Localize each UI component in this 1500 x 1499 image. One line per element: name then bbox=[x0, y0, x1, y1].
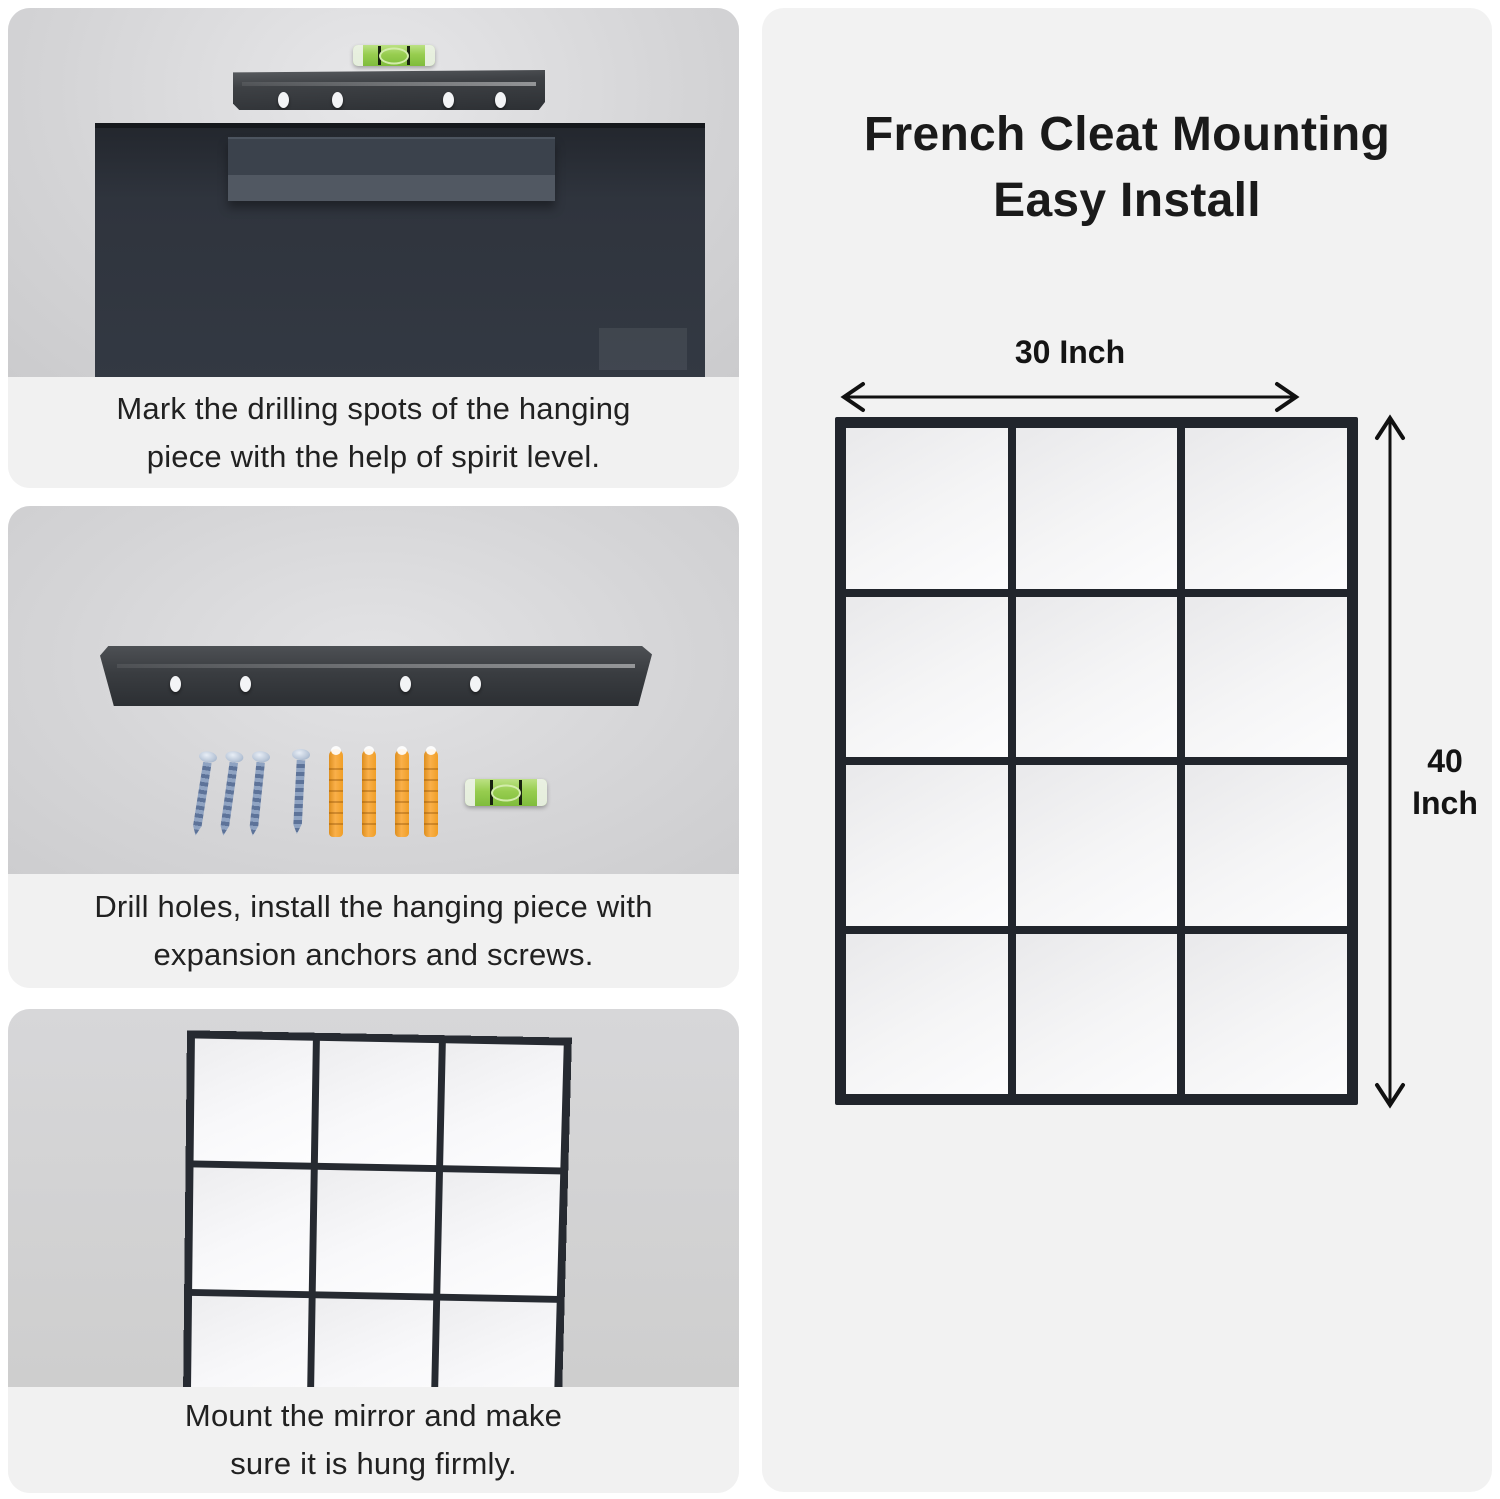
panel-title bbox=[762, 102, 1492, 234]
wall-anchor bbox=[362, 749, 376, 837]
step-panel-3 bbox=[8, 1009, 739, 1493]
wall-anchor bbox=[329, 749, 343, 837]
caption-line: piece with the help of spirit level. bbox=[146, 438, 601, 474]
rail-highlight bbox=[117, 664, 636, 668]
level-bubble bbox=[379, 47, 409, 64]
mirror-pane bbox=[846, 428, 1008, 589]
mirror-dimension-diagram bbox=[835, 417, 1358, 1105]
title-line-1: French Cleat Mounting bbox=[863, 108, 1391, 161]
caption-line: Mark the drilling spots of the hanging bbox=[116, 390, 631, 426]
mirror-pane bbox=[1016, 934, 1178, 1095]
rail-hole bbox=[400, 676, 411, 692]
mirror-pane bbox=[846, 934, 1008, 1095]
mirror-pane bbox=[1016, 765, 1178, 926]
mounting-rail bbox=[100, 646, 652, 706]
mirror-pane bbox=[194, 1038, 314, 1163]
level-cap bbox=[353, 45, 363, 66]
mirror-pane bbox=[191, 1296, 309, 1387]
info-panel bbox=[762, 8, 1492, 1492]
label-sticker bbox=[599, 328, 687, 370]
wall-anchor bbox=[395, 749, 409, 837]
bracket-lower bbox=[228, 175, 555, 201]
mirror-pane bbox=[1185, 428, 1347, 589]
wall-anchor bbox=[424, 749, 438, 837]
width-dimension-label: 30 Inch bbox=[1014, 334, 1126, 370]
mounting-rail bbox=[233, 70, 545, 110]
mirror-pane bbox=[1185, 934, 1347, 1095]
rail-hole bbox=[170, 676, 181, 692]
mirror-pane bbox=[846, 765, 1008, 926]
screw bbox=[288, 749, 311, 838]
caption-line: sure it is hung firmly. bbox=[230, 1446, 517, 1481]
mirror-pane bbox=[440, 1172, 560, 1295]
mirror-pane bbox=[846, 597, 1008, 758]
mirror-pane bbox=[318, 1041, 438, 1166]
width-dimension-arrow bbox=[835, 380, 1305, 414]
step-panel-2 bbox=[8, 506, 739, 988]
caption-line: Drill holes, install the hanging piece with bbox=[94, 889, 653, 924]
spirit-level bbox=[353, 45, 435, 66]
step-caption-1 bbox=[8, 377, 739, 488]
level-cap bbox=[465, 779, 475, 806]
window-pane-mirror-photo bbox=[183, 1030, 572, 1387]
mirror-pane bbox=[1016, 597, 1178, 758]
rail-hole bbox=[240, 676, 251, 692]
level-bubble bbox=[491, 784, 521, 801]
rail-highlight bbox=[242, 82, 535, 86]
screw bbox=[186, 750, 218, 840]
screw bbox=[214, 750, 244, 840]
spirit-level bbox=[465, 779, 547, 806]
caption-line: expansion anchors and screws. bbox=[153, 937, 594, 972]
step-photo-1 bbox=[8, 8, 739, 377]
step-panel-1 bbox=[8, 8, 739, 488]
step-photo-2 bbox=[8, 506, 739, 874]
rail-hole bbox=[332, 92, 343, 108]
cleat-bracket bbox=[228, 137, 555, 201]
rail-hole bbox=[443, 92, 454, 108]
rail-hole bbox=[470, 676, 481, 692]
rail-hole bbox=[495, 92, 506, 108]
mirror-pane bbox=[1016, 428, 1178, 589]
step-caption-2 bbox=[8, 874, 739, 988]
level-cap bbox=[537, 779, 547, 806]
step-photo-3 bbox=[8, 1009, 739, 1387]
bracket-upper bbox=[228, 137, 555, 177]
caption-line: Mount the mirror and make bbox=[184, 1398, 563, 1433]
height-label-value: 40 bbox=[1427, 743, 1463, 779]
title-line-2: Easy Install bbox=[993, 174, 1261, 227]
step-caption-3 bbox=[8, 1387, 739, 1493]
rail-hole bbox=[278, 92, 289, 108]
height-dimension-label bbox=[1390, 740, 1492, 824]
screw bbox=[243, 750, 270, 839]
mirror-pane bbox=[437, 1300, 557, 1387]
mirror-pane bbox=[192, 1168, 311, 1291]
level-cap bbox=[425, 45, 435, 66]
height-label-unit: Inch bbox=[1412, 785, 1478, 821]
mirror-pane bbox=[314, 1298, 433, 1387]
mirror-back bbox=[95, 123, 705, 377]
mirror-pane bbox=[443, 1043, 564, 1168]
mirror-pane bbox=[316, 1170, 436, 1293]
mirror-pane bbox=[1185, 597, 1347, 758]
mirror-pane bbox=[1185, 765, 1347, 926]
